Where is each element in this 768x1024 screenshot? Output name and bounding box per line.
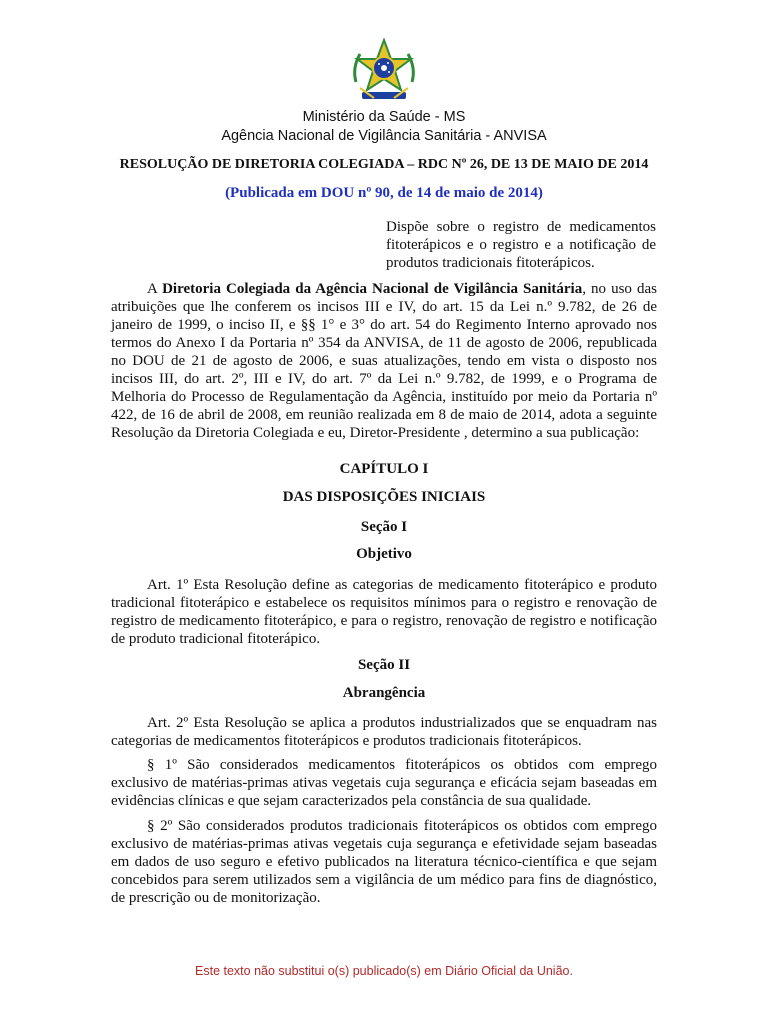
publication-note: (Publicada em DOU nº 90, de 14 de maio de 2014) <box>225 185 543 201</box>
article-1: Art. 1º Esta Resolução define as categorias de medicamento fitoterápico e produto tradicional fitoterápico e estabelece os requisitos mínimos para o registro e renovação de registro de medicamento fitoterápico, e para o registro, renovação de registro e notificação de produto tradicional fitoterápico. <box>111 577 657 647</box>
chapter-number: CAPÍTULO I <box>339 461 429 477</box>
legal-disclaimer: Este texto não substitui o(s) publicado(s) em Diário Oficial da União. <box>195 964 573 978</box>
preamble-lead: A <box>147 281 163 297</box>
preamble-authority: Diretoria Colegiada da Agência Nacional de Vigilância Sanitária <box>162 281 583 297</box>
article-2-paragraph-1: § 1º São considerados medicamentos fitoterápicos os obtidos com emprego exclusivo de matérias-primas ativas vegetais cuja segurança e eficácia sejam baseadas em evidências clínicas e que sejam caracterizados pela constância de sua qualidade. <box>111 757 657 809</box>
chapter-title: DAS DISPOSIÇÕES INICIAIS <box>282 489 486 505</box>
brazil-coat-of-arms-icon <box>348 38 420 104</box>
section-2-number: Seção II <box>357 657 411 673</box>
section-1-number: Seção I <box>360 519 408 535</box>
article-2-paragraph-2: § 2º São considerados produtos tradicionais fitoterápicos os obtidos com emprego exclusivo de matérias-primas ativas vegetais cuja segurança e efetividade sejam baseadas em dados de uso seguro e efetivo publicados na literatura técnico-científica e que sejam concebidos para serem utilizados sem a vigilância de um médico para fins de diagnóstico, de prescrição ou de monitorização. <box>111 818 657 906</box>
article-2: Art. 2º Esta Resolução se aplica a produtos industrializados que se enquadram nas categorias de medicamentos fitoterápicos e produtos tradicionais fitoterápicos. <box>111 715 657 749</box>
ministry-name: Ministério da Saúde - MS <box>302 109 466 125</box>
section-1-title: Objetivo <box>356 546 412 562</box>
resolution-summary: Dispõe sobre o registro de medicamentos fitoterápicos e o registro e a notificação de produtos tradicionais fitoterápicos. <box>386 219 656 271</box>
section-2-title: Abrangência <box>342 685 426 701</box>
preamble-text: , no uso das atribuições que lhe conferem os incisos III e IV, do art. 15 da Lei n.º 9.782, de 26 de janeiro de 1999, o inciso II, e §§ 1° e 3° do art. 54 do Regimento Interno aprovado nos termos do Anexo I da Portaria nº 354 da ANVISA, de 11 de agosto de 2006, republicada no DOU de 21 de agosto de 2006, e suas atualizações, tendo em vista o disposto nos incisos III, do art. 2º, III e IV, do art. 7º da Lei n.º 9.782, de 1999, e o Programa de Melhoria do Processo de Regulamentação da Agência, instituído por meio da Portaria nº 422, de 16 de abril de 2008, em reunião realizada em 8 de maio de 2014, adota a seguinte Resolução da Diretoria Colegiada e eu, Diretor-Presidente , determino a sua publicação: <box>111 281 657 441</box>
preamble-paragraph <box>111 280 657 442</box>
resolution-title: RESOLUÇÃO DE DIRETORIA COLEGIADA – RDC Nº 26, DE 13 DE MAIO DE 2014 <box>119 157 649 172</box>
agency-name: Agência Nacional de Vigilância Sanitária - ANVISA <box>221 128 547 144</box>
